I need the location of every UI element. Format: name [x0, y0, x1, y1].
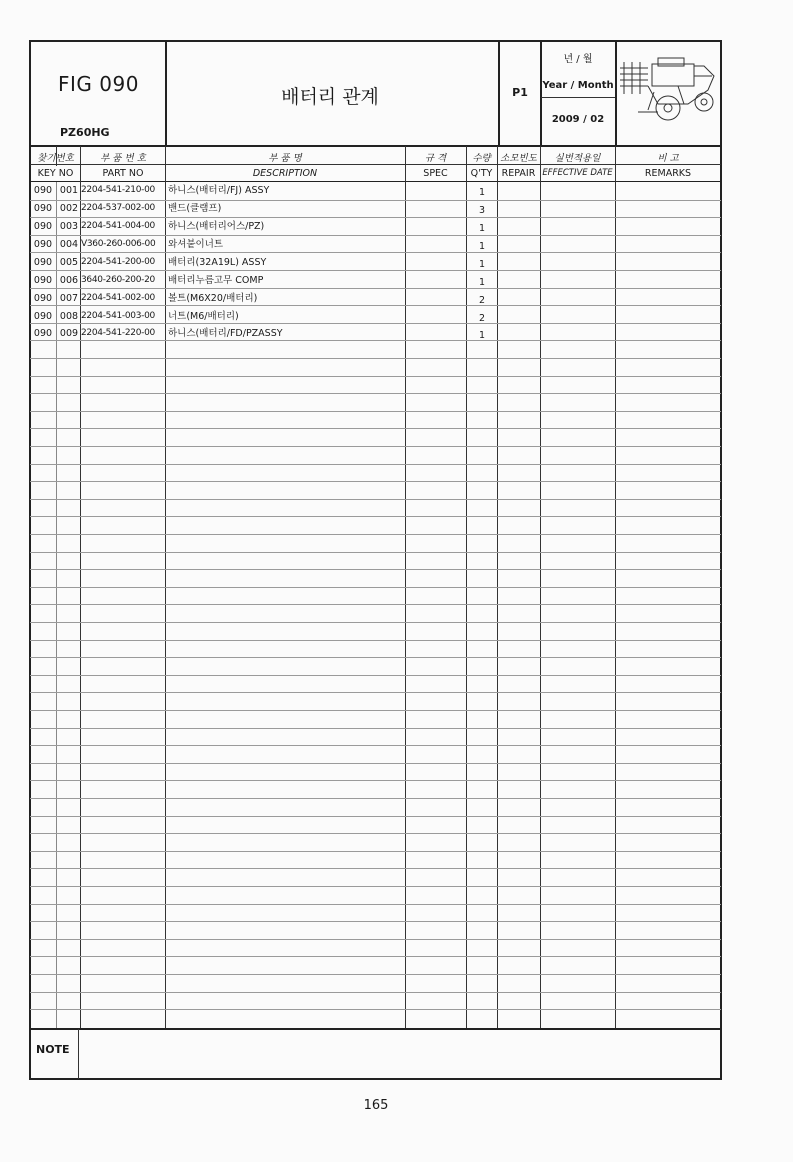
row-part-no: 2204-541-004-00: [81, 221, 155, 231]
row-rule: [30, 464, 721, 465]
col-part-en: PART NO: [102, 168, 144, 179]
row-rule: [30, 992, 721, 993]
col-qty-ko: 수량: [472, 153, 491, 164]
row-rule: [30, 393, 721, 394]
row-rule: [30, 1009, 721, 1010]
row-fig: 090: [33, 257, 53, 268]
col-key-ko: 찾기번호: [37, 153, 74, 164]
row-qty: 1: [478, 277, 486, 288]
year-month-en: Year / Month: [542, 80, 614, 91]
row-key: 002: [59, 203, 79, 214]
row-rule: [30, 604, 721, 605]
row-key: 008: [59, 311, 79, 322]
col-spec-en: SPEC: [423, 168, 448, 179]
row-qty: 1: [478, 241, 486, 252]
row-rule: [30, 939, 721, 940]
row-fig: 090: [33, 311, 53, 322]
row-fig: 090: [33, 203, 53, 214]
column-divider: [56, 146, 57, 166]
row-rule: [30, 622, 721, 623]
row-rule: [30, 569, 721, 570]
row-fig: 090: [33, 275, 53, 286]
row-rule: [30, 798, 721, 799]
row-qty: 1: [478, 223, 486, 234]
row-key: 007: [59, 293, 79, 304]
row-key: 009: [59, 328, 79, 339]
row-key: 003: [59, 221, 79, 232]
row-key: 006: [59, 275, 79, 286]
row-rule: [30, 904, 721, 905]
row-description: 하니스(배터리/FD/PZASSY: [168, 328, 283, 339]
row-qty: 2: [478, 295, 486, 306]
row-fig: 090: [33, 221, 53, 232]
row-rule: [30, 833, 721, 834]
row-description: 너트(M6/배터리): [168, 311, 239, 322]
row-rule: [30, 675, 721, 676]
col-effective-ko: 실번적용일: [554, 153, 601, 164]
row-key: 001: [59, 185, 79, 196]
page-ref: P1: [512, 86, 528, 99]
col-remarks-ko: 비 고: [657, 153, 679, 164]
row-part-no: 2204-541-002-00: [81, 293, 155, 303]
row-part-no: 2204-541-210-00: [81, 185, 155, 195]
row-fig: 090: [33, 328, 53, 339]
note-divider: [78, 1029, 79, 1079]
row-rule: [30, 499, 721, 500]
row-rule: [30, 587, 721, 588]
model-code: PZ60HG: [60, 126, 110, 139]
row-rule: [30, 763, 721, 764]
col-desc-en: DESCRIPTION: [252, 168, 318, 179]
row-description: 밴드(클램프): [168, 203, 222, 214]
row-rule: [30, 358, 721, 359]
header-divider: [541, 97, 615, 98]
row-rule: [30, 868, 721, 869]
row-rule: [30, 974, 721, 975]
col-repair-ko: 소모빈도: [500, 153, 537, 164]
row-description: 배터리누름고무 COMP: [168, 275, 264, 286]
row-rule: [30, 411, 721, 412]
row-rule: [30, 552, 721, 553]
row-fig: 090: [33, 185, 53, 196]
row-rule: [30, 692, 721, 693]
note-top-border: [30, 1028, 721, 1030]
row-qty: 1: [478, 330, 486, 341]
row-fig: 090: [33, 293, 53, 304]
revision-date: 2009 / 02: [551, 114, 605, 125]
row-key: 005: [59, 257, 79, 268]
col-remarks-en: REMARKS: [644, 168, 692, 179]
row-rule: [30, 921, 721, 922]
page-title: 배터리 관계: [281, 86, 379, 108]
header-bottom-border: [30, 145, 721, 147]
page-number: 165: [363, 1098, 389, 1113]
figure-number: FIG 090: [58, 72, 139, 96]
row-description: 배터리(32A19L) ASSY: [168, 257, 267, 268]
row-rule: [30, 534, 721, 535]
col-key-en: KEY NO: [37, 168, 74, 179]
row-description: 하니스(배터리/FJ) ASSY: [168, 185, 270, 196]
note-label: NOTE: [36, 1043, 70, 1056]
row-fig: 090: [33, 239, 53, 250]
column-header-divider: [30, 164, 721, 165]
row-part-no: 2204-541-220-00: [81, 328, 155, 338]
col-repair-en: REPAIR: [501, 168, 536, 179]
row-part-no: 3640-260-200-20: [81, 275, 155, 285]
row-rule: [30, 816, 721, 817]
row-part-no: V360-260-006-00: [81, 239, 156, 249]
row-rule: [30, 728, 721, 729]
row-rule: [30, 446, 721, 447]
row-rule: [30, 956, 721, 957]
col-part-ko: 부 품 번 호: [100, 153, 146, 164]
row-rule: [30, 886, 721, 887]
row-rule: [30, 640, 721, 641]
year-month-ko: 년 / 월: [563, 54, 593, 65]
row-rule: [30, 710, 721, 711]
col-desc-ko: 부 품 명: [268, 153, 302, 164]
col-spec-ko: 규 격: [424, 153, 447, 164]
row-qty: 2: [478, 313, 486, 324]
row-key: 004: [59, 239, 79, 250]
row-rule: [30, 851, 721, 852]
row-rule: [30, 657, 721, 658]
row-rule: [30, 376, 721, 377]
row-part-no: 2204-541-200-00: [81, 257, 155, 267]
row-qty: 1: [478, 187, 486, 198]
rice-transplanter-illustration: [618, 46, 720, 142]
row-rule: [30, 428, 721, 429]
col-effective-en: EFFECTIVE DATE: [542, 168, 613, 178]
row-description: 와셔붙이너트: [168, 239, 224, 250]
row-part-no: 2204-541-003-00: [81, 311, 155, 321]
row-qty: 1: [478, 259, 486, 270]
row-description: 볼트(M6X20/배터리): [168, 293, 258, 304]
row-part-no: 2204-537-002-00: [81, 203, 155, 213]
row-description: 하니스(배터리어스/PZ): [168, 221, 265, 232]
col-qty-en: Q'TY: [470, 168, 493, 179]
row-rule: [30, 745, 721, 746]
row-rule: [30, 516, 721, 517]
header-divider: [165, 41, 167, 145]
row-qty: 3: [478, 205, 486, 216]
row-rule: [30, 780, 721, 781]
column-divider: [56, 182, 57, 1028]
header-divider: [615, 41, 617, 145]
row-rule: [30, 481, 721, 482]
